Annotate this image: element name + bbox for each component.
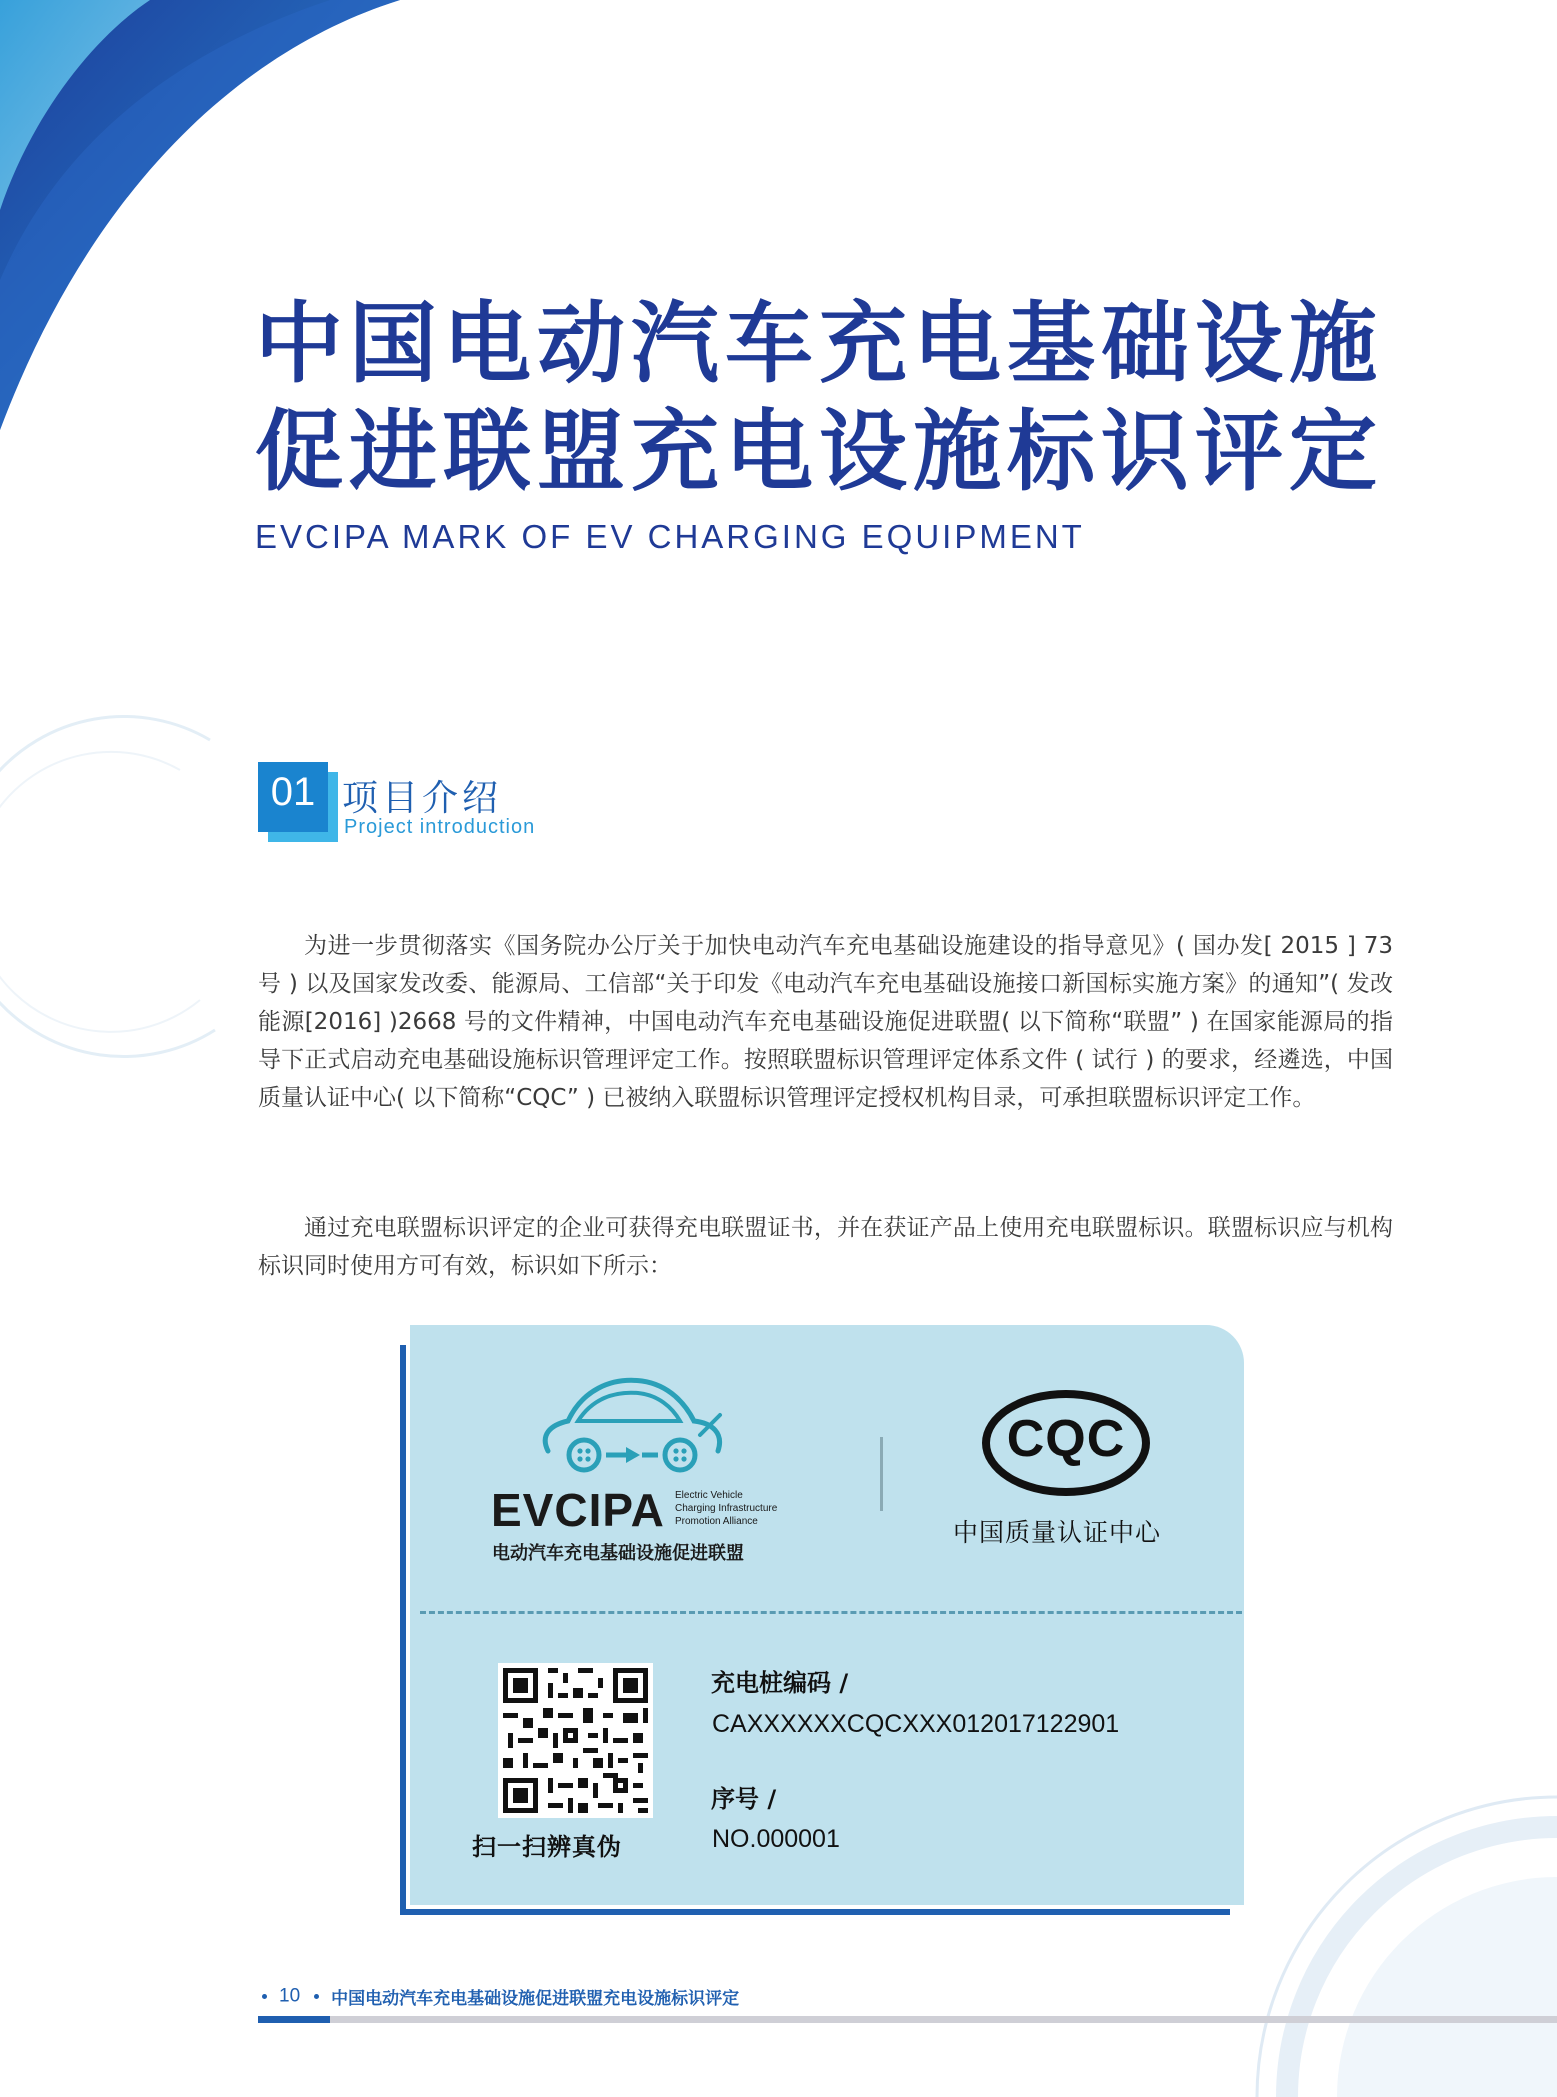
qr-scan-label: 扫一扫辨真伪 (472, 1833, 622, 1861)
evcipa-logo: EVCIPA (491, 1484, 665, 1536)
dashed-separator (420, 1611, 1242, 1614)
title-block (255, 290, 1405, 556)
page-title-line2: 促进联盟充电设施标识评定 (255, 400, 1384, 503)
evcipa-chinese-name: 电动汽车充电基础设施促进联盟 (492, 1543, 744, 1564)
charger-code-label: 充电桩编码 / (711, 1669, 849, 1697)
evcipa-english-line: Promotion Alliance (675, 1516, 758, 1527)
certification-mark-card (400, 1325, 1244, 1915)
logo-divider (880, 1437, 883, 1511)
intro-paragraph: 为进一步贯彻落实《国务院办公厅关于加快电动汽车充电基础设施建设的指导意见》( 国办发[ 2015 ] 73 号 ) 以及国家发改委、能源局、工信部“关于印发《电动汽车充电基础设施接口新国标实施方案》的通知”( 发改能源[2016] )2668 号的文件精神，中国电动汽车充电基础设施促进联盟( 以下简称“联盟” ) 在国家能源局的指导下正式启动充电基础设施标识管理评定工作。按照联盟标识管理评定体系文件 ( 试行 ) 的要求，经遴选，中国质量认证中心( 以下简称“CQC” ) 已被纳入联盟标识管理评定授权机构目录，可承担联盟标识评定工作。 (258, 933, 1393, 1111)
charger-code-value: CAXXXXXXCQCXXX012017122901 (712, 1710, 1120, 1738)
card-panel (410, 1325, 1244, 1905)
cqc-logo: CQC (1006, 1410, 1126, 1468)
serial-number-value: NO.000001 (712, 1825, 840, 1853)
section-number: 01 (270, 770, 316, 814)
page-subtitle-english: EVCIPA MARK OF EV CHARGING EQUIPMENT (255, 518, 1085, 555)
footer-title: 中国电动汽车充电基础设施促进联盟充电设施标识评定 (331, 1989, 740, 2009)
footer-rule (258, 2016, 1557, 2023)
page-title-line1: 中国电动汽车充电基础设施 (255, 292, 1384, 395)
evcipa-english-line: Charging Infrastructure (675, 1503, 778, 1514)
footer-rule-accent (258, 2016, 330, 2023)
section-title: 项目介绍 (342, 778, 503, 819)
page-footer (258, 1984, 739, 2009)
footer-bullet (262, 1994, 267, 1999)
evcipa-english-name (675, 1489, 777, 1528)
circle-outline-decoration (0, 700, 300, 1100)
evcipa-english-line: Electric Vehicle (675, 1490, 743, 1501)
footer-bullet (314, 1994, 319, 1999)
section-title-english: Project introduction (344, 816, 536, 838)
cqc-chinese-name: 中国质量认证中心 (953, 1518, 1162, 1547)
page-number: 10 (279, 1985, 301, 2007)
serial-number-label: 序号 / (711, 1785, 777, 1813)
mark-usage-paragraph: 通过充电联盟标识评定的企业可获得充电联盟证书，并在获证产品上使用充电联盟标识。联盟标识应与机构标识同时使用方可有效，标识如下所示： (258, 1215, 1393, 1279)
ev-car-plug-icon (530, 1365, 730, 1485)
qr-code-icon (498, 1663, 653, 1818)
